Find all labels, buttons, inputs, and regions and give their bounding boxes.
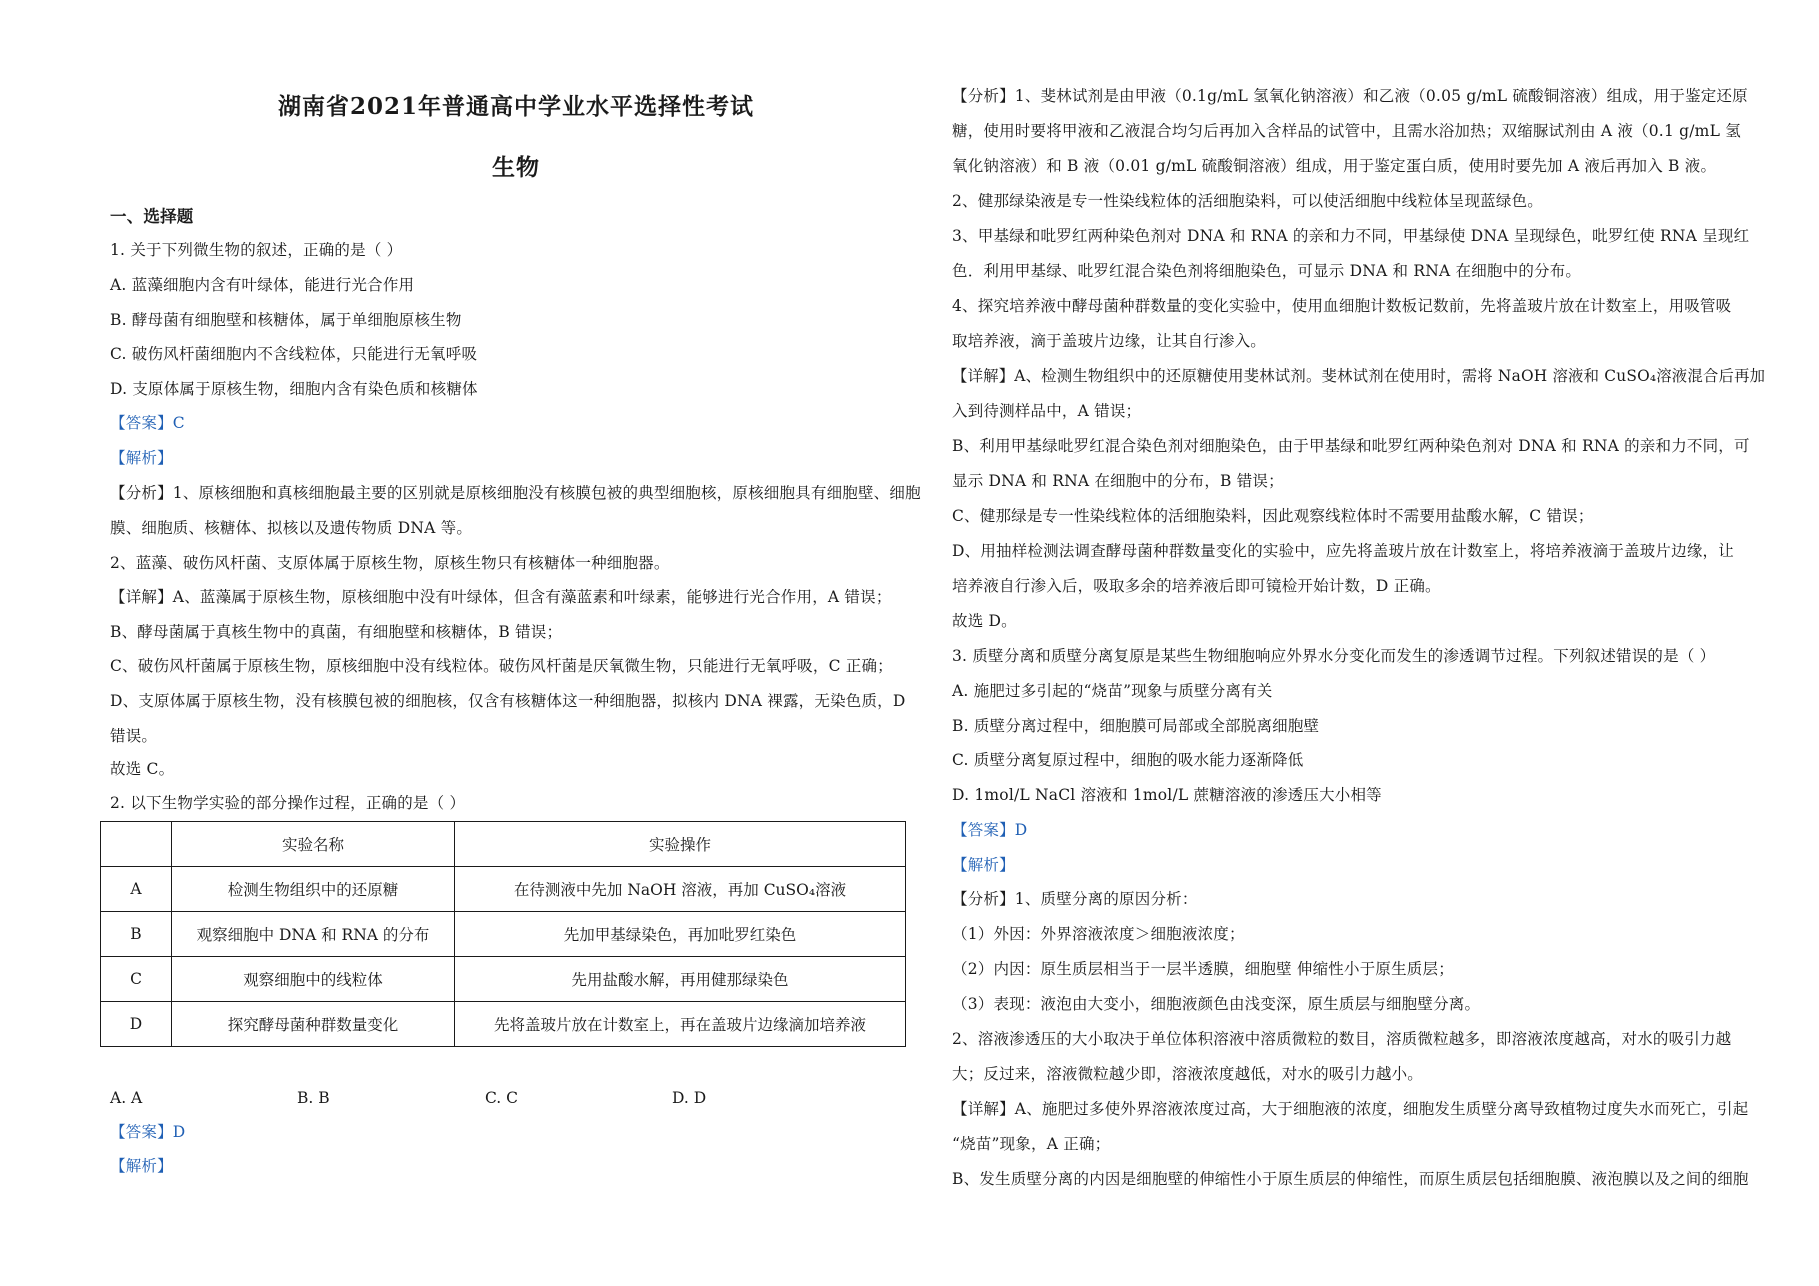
q2-option-b: B. B [297, 1089, 330, 1107]
table-cell: 探究酵母菌种群数量变化 [172, 1002, 455, 1047]
table-cell: 观察细胞中 DNA 和 RNA 的分布 [172, 912, 455, 957]
q3-detail-line: “烧苗”现象，A 正确； [952, 1135, 1111, 1153]
table-cell: 先将盖玻片放在计数室上，再在盖玻片边缘滴加培养液 [455, 1002, 906, 1047]
table-header-cell: 实验名称 [172, 822, 455, 867]
q2-detail-line: 入到待测样品中，A 错误； [952, 402, 1142, 420]
q3-analysis-line: （3）表现：液泡由大变小，细胞液颜色由浅变深，原生质层与细胞壁分离。 [952, 995, 1481, 1013]
table-cell: 先加甲基绿染色，再加吡罗红染色 [455, 912, 906, 957]
table-cell: B [101, 912, 172, 957]
q2-option-d: D. D [672, 1089, 707, 1107]
q1-answer: 【答案】C [110, 414, 185, 432]
q1-detail-line: 错误。 [110, 727, 158, 745]
q3-option-a: A. 施肥过多引起的“烧苗”现象与质壁分离有关 [952, 682, 1273, 700]
q2-detail-line: B、利用甲基绿吡罗红混合染色剂对细胞染色，由于甲基绿和吡罗红两种染色剂对 DNA 和 RNA 的亲和力不同，可 [952, 437, 1750, 455]
q1-detail-line: B、酵母菌属于真核生物中的真菌，有细胞壁和核糖体，B 错误； [110, 623, 563, 641]
q2-analysis-label: 【解析】 [110, 1157, 173, 1175]
q2-answer: 【答案】D [110, 1123, 186, 1141]
q3-analysis-line: 2、溶液渗透压的大小取决于单位体积溶液中溶质微粒的数目，溶质微粒越多，即溶液浓度越高，对水的吸引力越 [952, 1030, 1732, 1048]
table-row [101, 957, 906, 1002]
q1-option-d: D. 支原体属于原核生物，细胞内含有染色质和核糖体 [110, 380, 478, 398]
section-heading: 一、选择题 [110, 207, 194, 226]
table-cell: D [101, 1002, 172, 1047]
question-1: 1. 关于下列微生物的叙述，正确的是（ ） [110, 241, 403, 259]
table-row [101, 912, 906, 957]
table-header-row [101, 822, 906, 867]
page-title: 湖南省2021年普通高中学业水平选择性考试 [277, 93, 754, 120]
q1-conclusion: 故选 C。 [110, 760, 175, 778]
q3-analysis-line: 【分析】1、质壁分离的原因分析： [952, 890, 1198, 908]
q2-analysis-line: 【分析】1、斐林试剂是由甲液（0.1g/mL 氢氧化钠溶液）和乙液（0.05 g/mL 硫酸铜溶液）组成，用于鉴定还原 [952, 87, 1748, 105]
q2-analysis-line: 2、健那绿染液是专一性染线粒体的活细胞染料，可以使活细胞中线粒体呈现蓝绿色。 [952, 192, 1543, 210]
q2-analysis-line: 3、甲基绿和吡罗红两种染色剂对 DNA 和 RNA 的亲和力不同，甲基绿使 DNA 呈现绿色，吡罗红使 RNA 呈现红 [952, 227, 1750, 245]
table-cell: 观察细胞中的线粒体 [172, 957, 455, 1002]
q1-analysis-line: 2、蓝藻、破伤风杆菌、支原体属于原核生物，原核生物只有核糖体一种细胞器。 [110, 554, 670, 572]
table-cell: A [101, 867, 172, 912]
q1-option-c: C. 破伤风杆菌细胞内不含线粒体，只能进行无氧呼吸 [110, 345, 478, 363]
q3-analysis-line: 大；反过来，溶液微粒越少即，溶液浓度越低，对水的吸引力越小。 [952, 1065, 1424, 1083]
question-3: 3. 质壁分离和质壁分离复原是某些生物细胞响应外界水分变化而发生的渗透调节过程。下列叙述错误的是（ ） [952, 647, 1716, 665]
q3-analysis-label: 【解析】 [952, 856, 1015, 874]
q1-analysis-line: 【分析】1、原核细胞和真核细胞最主要的区别就是原核细胞没有核膜包被的典型细胞核，原核细胞具有细胞壁、细胞 [110, 484, 921, 502]
table-cell: 在待测液中先加 NaOH 溶液，再加 CuSO₄溶液 [455, 867, 906, 912]
q1-option-a: A. 蓝藻细胞内含有叶绿体，能进行光合作用 [110, 276, 415, 294]
table-row [101, 867, 906, 912]
q2-conclusion: 故选 D。 [952, 612, 1017, 630]
q3-analysis-line: （1）外因：外界溶液浓度＞细胞液浓度； [952, 925, 1245, 943]
q2-detail-line: D、用抽样检测法调查酵母菌种群数量变化的实验中，应先将盖玻片放在计数室上，将培养液滴于盖玻片边缘，让 [952, 542, 1734, 560]
q2-option-c: C. C [485, 1089, 519, 1107]
table-header-cell [101, 822, 172, 867]
q2-analysis-line: 4、探究培养液中酵母菌种群数量的变化实验中，使用血细胞计数板记数前，先将盖玻片放在计数室上，用吸管吸 [952, 297, 1732, 315]
q2-analysis-line: 氧化钠溶液）和 B 液（0.01 g/mL 硫酸铜溶液）组成，用于鉴定蛋白质，使用时要先加 A 液后再加入 B 液。 [952, 157, 1717, 175]
q1-detail-line: D、支原体属于原核生物，没有核膜包被的细胞核，仅含有核糖体这一种细胞器，拟核内 DNA 裸露，无染色质，D [110, 692, 906, 710]
question-2: 2. 以下生物学实验的部分操作过程，正确的是（ ） [110, 794, 466, 812]
q3-option-d: D. 1mol/L NaCl 溶液和 1mol/L 蔗糖溶液的渗透压大小相等 [952, 786, 1382, 804]
table-cell: 先用盐酸水解，再用健那绿染色 [455, 957, 906, 1002]
table-cell: 检测生物组织中的还原糖 [172, 867, 455, 912]
table-header-cell: 实验操作 [455, 822, 906, 867]
q1-analysis-line: 膜、细胞质、核糖体、拟核以及遗传物质 DNA 等。 [110, 519, 473, 537]
q3-option-c: C. 质壁分离复原过程中，细胞的吸水能力逐渐降低 [952, 751, 1304, 769]
table-row [101, 1002, 906, 1047]
experiment-table [100, 821, 906, 1047]
q2-analysis-line: 色．利用甲基绿、吡罗红混合染色剂将细胞染色，可显示 DNA 和 RNA 在细胞中的分布。 [952, 262, 1582, 280]
q3-option-b: B. 质壁分离过程中，细胞膜可局部或全部脱离细胞壁 [952, 717, 1320, 735]
page-subtitle: 生物 [492, 154, 540, 181]
q2-detail-line: C、健那绿是专一性染线粒体的活细胞染料，因此观察线粒体时不需要用盐酸水解，C 错误； [952, 507, 1594, 525]
q2-detail-line: 显示 DNA 和 RNA 在细胞中的分布，B 错误； [952, 472, 1284, 490]
q2-analysis-line: 糖，使用时要将甲液和乙液混合均匀后再加入含样品的试管中，且需水浴加热；双缩脲试剂由 A 液（0.1 g/mL 氢 [952, 122, 1741, 140]
q3-analysis-line: （2）内因：原生质层相当于一层半透膜，细胞壁 伸缩性小于原生质层； [952, 960, 1454, 978]
q1-detail-line: 【详解】A、蓝藻属于原核生物，原核细胞中没有叶绿体，但含有藻蓝素和叶绿素，能够进行光合作用，A 错误； [110, 588, 892, 606]
q3-detail-line: B、发生质壁分离的内因是细胞壁的伸缩性小于原生质层的伸缩性，而原生质层包括细胞膜、液泡膜以及之间的细胞 [952, 1170, 1749, 1188]
q1-detail-line: C、破伤风杆菌属于原核生物，原核细胞中没有线粒体。破伤风杆菌是厌氧微生物，只能进行无氧呼吸，C 正确； [110, 657, 893, 675]
q2-analysis-line: 取培养液，滴于盖玻片边缘，让其自行渗入。 [952, 332, 1267, 350]
q2-option-a: A. A [110, 1089, 143, 1107]
q3-answer: 【答案】D [952, 821, 1028, 839]
q2-detail-line: 培养液自行渗入后，吸取多余的培养液后即可镜检开始计数，D 正确。 [952, 577, 1441, 595]
q1-option-b: B. 酵母菌有细胞壁和核糖体，属于单细胞原核生物 [110, 311, 462, 329]
q2-detail-line: 【详解】A、检测生物组织中的还原糖使用斐林试剂。斐林试剂在使用时，需将 NaOH 溶液和 CuSO₄溶液混合后再加 [952, 367, 1766, 385]
q1-analysis-label: 【解析】 [110, 449, 173, 467]
q3-detail-line: 【详解】A、施肥过多使外界溶液浓度过高，大于细胞液的浓度，细胞发生质壁分离导致植物过度失水而死亡，引起 [952, 1100, 1749, 1118]
table-cell: C [101, 957, 172, 1002]
